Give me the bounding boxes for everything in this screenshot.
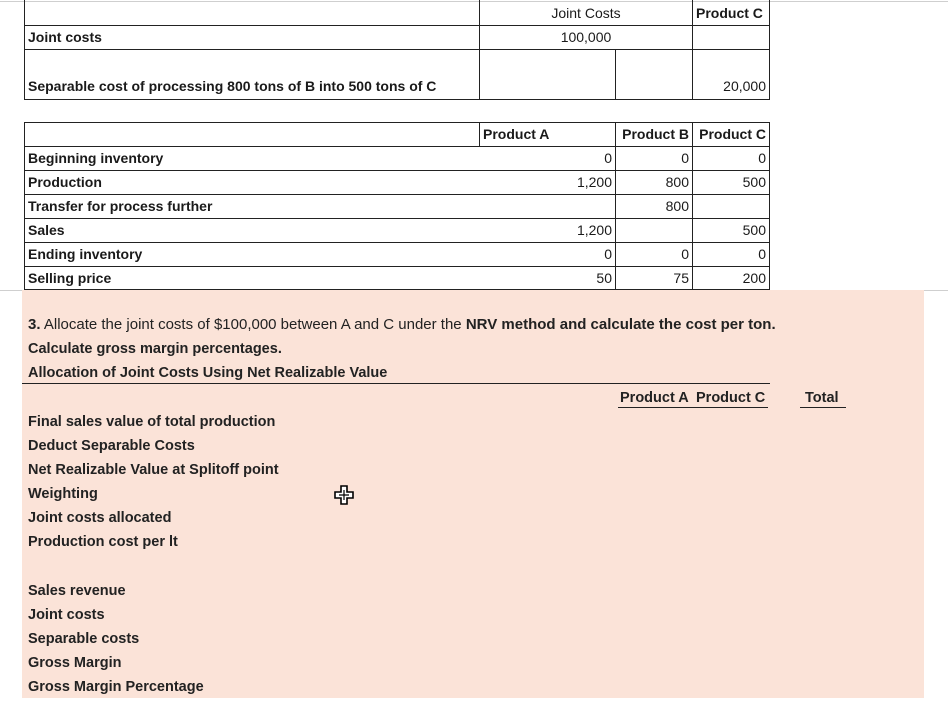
question-line-1 (28, 315, 776, 335)
row-label: Ending inventory (28, 246, 143, 262)
product-c-value: 0 (758, 150, 766, 166)
row-label: Beginning inventory (28, 150, 164, 166)
question-number: 3. (28, 316, 41, 333)
allocation-row: Weighting (28, 486, 98, 502)
col-header-product-a: Product A (620, 390, 689, 406)
move-cursor-icon (333, 484, 355, 506)
t2-row-line (24, 170, 770, 171)
margin-row: Sales revenue (28, 583, 126, 599)
section-underline (22, 383, 770, 384)
t2-row-line (24, 146, 770, 147)
header-product-c: Product C (699, 126, 766, 142)
product-b-value: 0 (681, 246, 689, 262)
top-gridline (0, 1, 948, 2)
margin-row: Separable costs (28, 631, 140, 647)
t2-right-border (769, 122, 770, 290)
product-a-value: 50 (596, 270, 612, 286)
t2-row-line (24, 194, 770, 195)
t1-row-line (24, 25, 770, 26)
header-product-b: Product B (622, 126, 689, 142)
separable-cost-value: 20,000 (723, 78, 766, 94)
section-title: Allocation of Joint Costs Using Net Realizable Value (28, 365, 388, 381)
question-text-normal: Allocate the joint costs of $100,000 between A and C under the (40, 316, 466, 333)
t2-row-line (24, 122, 770, 123)
product-a-value: 1,200 (576, 222, 612, 238)
product-c-value: 500 (742, 222, 766, 238)
margin-row: Gross Margin (28, 655, 122, 671)
total-header-underline (800, 407, 846, 408)
margin-row: Joint costs (28, 607, 105, 623)
allocation-row: Production cost per lt (28, 534, 178, 550)
product-b-value: 0 (681, 150, 689, 166)
t2-row-line (24, 266, 770, 267)
joint-costs-value: 100,000 (560, 29, 612, 45)
allocation-row: Deduct Separable Costs (28, 438, 195, 454)
product-b-value: 800 (665, 198, 689, 214)
row-label: Production (28, 174, 102, 190)
allocation-row: Net Realizable Value at Splitoff point (28, 462, 279, 478)
t1-row-line (24, 49, 770, 50)
t1-row-line (24, 99, 770, 100)
col-header-total: Total (805, 390, 839, 406)
product-c-value: 0 (758, 246, 766, 262)
product-b-value: 800 (665, 174, 689, 190)
margin-row: Gross Margin Percentage (28, 679, 204, 695)
t2-row-line (24, 242, 770, 243)
allocation-row: Joint costs allocated (28, 510, 172, 526)
row-label-joint-costs: Joint costs (28, 29, 102, 45)
question-line-2: Calculate gross margin percentages. (28, 341, 282, 357)
col-header-underline (618, 407, 768, 408)
product-a-value: 0 (604, 150, 612, 166)
header-joint-costs: Joint Costs (551, 5, 621, 21)
product-c-value: 500 (742, 174, 766, 190)
header-product-a: Product A (483, 126, 550, 142)
allocation-row: Final sales value of total production (28, 414, 276, 430)
row-label: Selling price (28, 270, 112, 286)
product-b-value: 75 (673, 270, 689, 286)
question-text-bold: NRV method and calculate the cost per ton. (465, 316, 776, 333)
t1-right-border (769, 0, 770, 100)
t1-col-divider (615, 50, 616, 100)
row-label: Transfer for process further (28, 198, 213, 214)
product-c-value: 200 (742, 270, 766, 286)
header-product-c: Product C (696, 5, 763, 21)
row-label-separable-cost: Separable cost of processing 800 tons of B into 500 tons of C (28, 78, 437, 94)
col-header-product-c: Product C (696, 390, 766, 406)
t2-row-line (24, 218, 770, 219)
product-a-value: 0 (604, 246, 612, 262)
row-label: Sales (28, 222, 65, 238)
product-a-value: 1,200 (576, 174, 612, 190)
